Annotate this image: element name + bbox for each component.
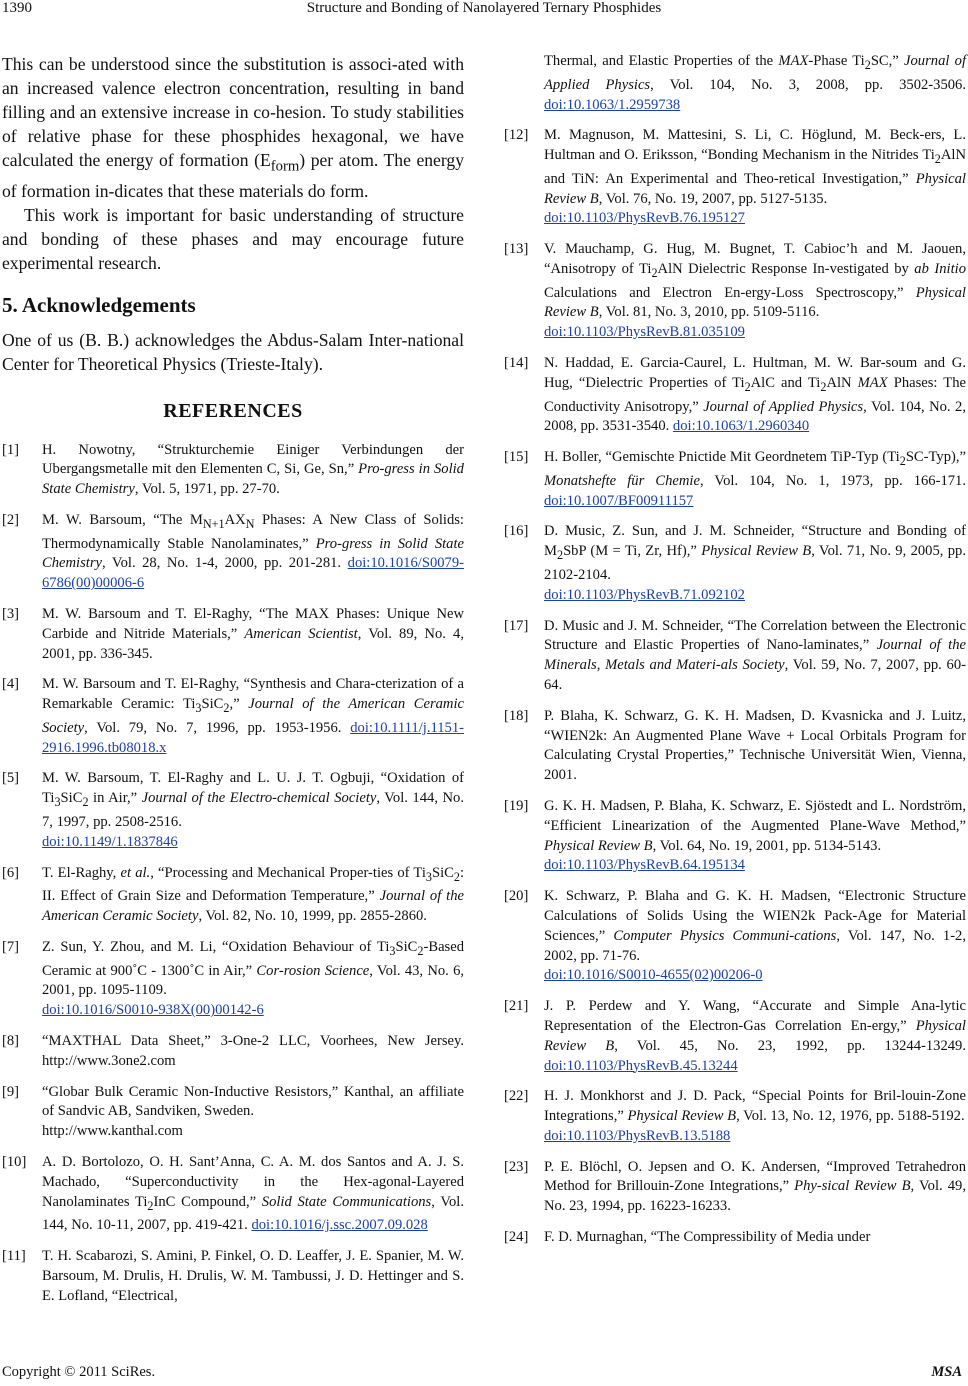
running-title: Structure and Bonding of Nanolayered Ternary Phosphides — [306, 0, 662, 16]
reference-text: D. Music, Z. Sun, and J. M. Schneider, “Structure and Bonding of $M_2SbP$ (M = Ti, Zr, Hf),” Physical Review B, Vol. 71, No. 9, 2005, pp. 2102-2104. doi:10.1103/PhysRevB.71.092102 — [544, 523, 966, 603]
reference-entry — [504, 1158, 966, 1217]
reference-text: “MAXTHAL Data Sheet,” 3-One-2 LLC, Voorhees, New Jersey. http://www.3one2.com — [42, 1032, 464, 1069]
left-column — [2, 52, 464, 1317]
page-number: 1390 — [2, 0, 32, 16]
reference-entry — [504, 1228, 966, 1248]
reference-number: [18] — [504, 707, 529, 724]
doi-link[interactable]: doi:10.1103/PhysRevB.76.195127 — [544, 210, 745, 227]
reference-text: K. Schwarz, P. Blaha and G. K. H. Madsen, “Electronic Structure Calculations of Solids Using the WIEN2k Pack-Age for Material Sciences,” Computer Physics Communi-cations, Vol. 147, No. 1-2, 2002, pp. 71-76. doi:10.1016/S0010-4655(02)00206-0 — [544, 888, 966, 984]
acknowledgements-text: One of us (B. B.) acknowledges the Abdus-Salam Inter-national Center for Theoretical Physics (Trieste-Italy). — [2, 329, 464, 374]
page-header — [0, 0, 968, 24]
reference-number: [16] — [504, 523, 529, 540]
reference-entry — [504, 797, 966, 876]
doi-link[interactable]: doi:10.1149/1.1837846 — [42, 833, 178, 850]
reference-text: J. P. Perdew and Y. Wang, “Accurate and Simple Ana-lytic Representation of the Electron-Gas Correlation En-ergy,” Physical Review B, Vol. 45, No. 23, 1992, pp. 13244-13249. doi:10.1103/PhysRevB.45.13244 — [544, 998, 967, 1074]
reference-text: P. Blaha, K. Schwarz, G. K. H. Madsen, D. Kvasnicka and J. Luitz, “WIEN2k: An Augmented Plane Wave + Local Orbitals Program for Calculating Crystal Properties,” Technische Universität Wien, Vienna, 2001. — [544, 707, 966, 784]
doi-link[interactable]: doi:10.1103/PhysRevB.45.13244 — [544, 1057, 738, 1074]
reference-entry — [2, 1153, 464, 1236]
reference-text: F. D. Murnaghan, “The Compressibility of Media under — [544, 1229, 871, 1246]
reference-list-right — [504, 52, 966, 1248]
reference-entry — [504, 52, 966, 115]
reference-number: [17] — [504, 617, 529, 634]
doi-link[interactable]: doi:10.1016/S0079-6786(00)00006-6 — [42, 555, 464, 592]
reference-number: [24] — [504, 1229, 529, 1246]
reference-list-left — [2, 441, 464, 1307]
reference-entry — [2, 441, 464, 500]
reference-number: [4] — [2, 676, 20, 693]
acknowledgements-heading: 5. Acknowledgements — [2, 292, 196, 317]
right-column — [504, 52, 966, 1259]
reference-entry — [2, 769, 464, 852]
reference-number: [12] — [504, 127, 529, 144]
reference-text: Z. Sun, Y. Zhou, and M. Li, “Oxidation Behaviour of $Ti_3SiC_2$-Based Ceramic at 900˚C - 1300˚C in Air,” Cor-rosion Science, Vol. 43, No. 6, 2001, pp. 1095-1109. doi:10.1016/S0010-938X(00)00142-6 — [42, 938, 465, 1019]
reference-text: H. Boller, “Gemischte Pnictide Mit Geordnetem TiP-Typ $(Ti_2SC-Typ)$,” Monatshefte für Chemie, Vol. 104, No. 1, 1973, pp. 166-171. doi:10.1007/BF00911157 — [544, 449, 966, 509]
reference-text: M. W. Barsoum, T. El-Raghy and L. U. J. T. Ogbuji, “Oxidation of $Ti_3SiC_2$ in Air,” Journal of the Electro-chemical Society, Vol. 144, No. 7, 1997, pp. 2508-2516. doi:10.1149/1.1837846 — [42, 770, 464, 850]
reference-entry — [2, 864, 464, 927]
reference-entry — [504, 1087, 966, 1146]
reference-entry — [2, 1032, 464, 1072]
doi-link[interactable]: doi:10.1103/PhysRevB.64.195134 — [544, 857, 745, 874]
reference-text: D. Music and J. M. Schneider, “The Correlation between the Electronic Structure and Elastic Properties of Nano-laminates,” Journal of the Minerals, Metals and Materi-als Society, Vol. 59, No. 7, 2007, pp. 60-64. — [544, 617, 966, 693]
doi-link[interactable]: doi:10.1111/j.1151-2916.1996.tb08018.x — [42, 719, 464, 756]
reference-text: H. Nowotny, “Strukturchemie Einiger Verbindungen der Ubergangsmetalle mit den Elementen C, Si, Ge, Sn,” Pro-gress in Solid State Chemistry, Vol. 5, 1971, pp. 27-70. — [42, 441, 464, 498]
reference-text: A. D. Bortolozo, O. H. Sant’Anna, C. A. M. dos Santos and A. J. S. Machado, “Superconductivity in the Hex-agonal-Layered Nanolaminates $Ti_2InC$ Compound,” Solid State Communications, Vol. 144, No. 10-11, 2007, pp. 419-421. doi:10.1016/j.ssc.2007.09.028 — [42, 1153, 464, 1234]
reference-entry — [504, 522, 966, 605]
reference-number: [5] — [2, 770, 20, 787]
reference-entry — [2, 938, 464, 1021]
reference-number: [7] — [2, 938, 20, 955]
doi-link[interactable]: doi:10.1103/PhysRevB.71.092102 — [544, 586, 745, 603]
reference-entry — [504, 887, 966, 986]
reference-number: [2] — [2, 511, 20, 528]
reference-text: M. W. Barsoum, “The $M_{N+1}AX_N$ Phases: A New Class of Solids: Thermodynamically Stable Nanolaminates,” Pro-gress in Solid State Chemistry, Vol. 28, No. 1-4, 2000, pp. 201-281. doi:10.1016/S0079-6786(00)00006-6 — [42, 511, 464, 592]
doi-link[interactable]: doi:10.1016/S0010-938X(00)00142-6 — [42, 1002, 264, 1019]
references-heading: REFERENCES — [163, 399, 303, 422]
doi-link[interactable]: doi:10.1016/j.ssc.2007.09.028 — [251, 1217, 428, 1234]
reference-number: [13] — [504, 241, 529, 258]
reference-number: [6] — [2, 864, 20, 881]
reference-entry — [504, 354, 966, 437]
reference-entry — [504, 707, 966, 786]
reference-text: M. Magnuson, M. Mattesini, S. Li, C. Höglund, M. Beck-ers, L. Hultman and O. Eriksson, “Bonding Mechanism in the Nitrides $Ti_2AlN$ and TiN: An Experimental and Theo-retical Investigation,” Physical Review B, Vol. 76, No. 19, 2007, pp. 5127-5135. doi:10.1103/PhysRevB.76.195127 — [544, 127, 966, 227]
reference-text: V. Mauchamp, G. Hug, M. Bugnet, T. Cabioc’h and M. Jaouen, “Anisotropy of $Ti_2AlN$ Dielectric Response In-vestigated by ab Initio Calculations and Electron En-ergy-Loss Spectroscopy,” Physical Review B, Vol. 81, No. 3, 2010, pp. 5109-5116. doi:10.1103/PhysRevB.81.035109 — [544, 241, 966, 341]
reference-number: [14] — [504, 355, 529, 372]
doi-link[interactable]: doi:10.1007/BF00911157 — [544, 492, 694, 509]
doi-link[interactable]: doi:10.1063/1.2960340 — [672, 418, 810, 435]
doi-link[interactable]: doi:10.1103/PhysRevB.13.5188 — [544, 1127, 731, 1144]
reference-number: [10] — [2, 1153, 27, 1170]
reference-text: M. W. Barsoum and T. El-Raghy, “The MAX Phases: Unique New Carbide and Nitride Materials,” American Scientist, Vol. 89, No. 4, 2001, pp. 336-345. — [42, 606, 465, 662]
reference-text: T. El-Raghy, et al., “Processing and Mechanical Proper-ties of $Ti_3SiC_2$: II. Effect of Grain Size and Deformation Temperature,” Journal of the American Ceramic Society, Vol. 82, No. 10, 1999, pp. 2855-2860. — [42, 864, 464, 925]
reference-number: [3] — [2, 606, 20, 622]
body-paragraph-2: This work is important for basic understanding of structure and bonding of these phases and may encourage future experimental research. — [2, 204, 464, 273]
reference-entry — [504, 126, 966, 229]
reference-entry — [504, 240, 966, 343]
reference-number: [19] — [504, 797, 529, 814]
reference-entry — [2, 605, 464, 664]
doi-link[interactable]: doi:10.1016/S0010-4655(02)00206-0 — [544, 967, 763, 984]
reference-number: [23] — [504, 1158, 529, 1175]
reference-entry — [2, 1083, 464, 1142]
reference-entry — [504, 617, 966, 696]
reference-text: N. Haddad, E. Garcia-Caurel, L. Hultman, M. W. Bar-soum and G. Hug, “Dielectric Properties of $Ti_2AlC$ and $Ti_2AlN$ MAX Phases: The Conductivity Anisotropy,” Journal of Applied Physics, Vol. 104, No. 2, 2008, pp. 3531-3540. doi:10.1063/1.2960340 — [544, 355, 966, 435]
reference-number: [20] — [504, 888, 529, 905]
reference-number: [11] — [2, 1248, 26, 1265]
reference-text: M. W. Barsoum and T. El-Raghy, “Synthesis and Chara-cterization of a Remarkable Ceramic: $Ti_3SiC_2$,” Journal of the American Ceramic Society, Vol. 79, No. 7, 1996, pp. 1953-1956. doi:10.1111/j.1151-2916.1996.tb08018.x — [42, 676, 465, 756]
reference-number: [1] — [2, 441, 20, 458]
copyright-notice: Copyright © 2011 SciRes. — [2, 1364, 156, 1380]
reference-number: [9] — [2, 1083, 20, 1100]
body-paragraph-1: This can be understood since the substitution is associ-ated with an increased valence electron concentration, resulting in band filling and an extensive increase in co-hesion. To study stabilities of relative phase for these phosphides hexagonal, we have calculated the energy of formation $(E_{form})$ per atom. The energy of formation in-dicates that these materials do form. — [2, 54, 464, 201]
reference-text: P. E. Blöchl, O. Jepsen and O. K. Andersen, “Improved Tetrahedron Method for Brillouin-Zone Integrations,” Phy-sical Review B, Vol. 49, No. 23, 1994, pp. 16223-16233. — [544, 1158, 966, 1215]
reference-text: H. J. Monkhorst and J. D. Pack, “Special Points for Bril-louin-Zone Integrations,” Physical Review B, Vol. 13, No. 12, 1976, pp. 5188-5192. doi:10.1103/PhysRevB.13.5188 — [544, 1088, 966, 1144]
doi-link[interactable]: doi:10.1063/1.2959738 — [544, 96, 681, 113]
reference-entry — [2, 675, 464, 758]
reference-text: T. H. Scabarozi, S. Amini, P. Finkel, O. D. Leaffer, J. E. Spanier, M. W. Barsoum, M. Drulis, H. Drulis, W. M. Tambussi, J. D. Hettinger and S. E. Lofland, “Electrical, — [42, 1248, 464, 1304]
reference-entry — [2, 511, 464, 594]
journal-abbrev: MSA — [931, 1364, 962, 1380]
reference-number: [21] — [504, 998, 529, 1015]
doi-link[interactable]: doi:10.1103/PhysRevB.81.035109 — [544, 324, 745, 341]
reference-text: G. K. H. Madsen, P. Blaha, K. Schwarz, E. Sjöstedt and L. Nordström, “Efficient Linearization of the Augmented Plane-Wave Method,” Physical Review B, Vol. 64, No. 19, 2001, pp. 5134-5143. doi:10.1103/PhysRevB.64.195134 — [544, 797, 966, 874]
reference-number: [22] — [504, 1088, 529, 1105]
reference-entry — [2, 1247, 464, 1306]
reference-text: “Globar Bulk Ceramic Non-Inductive Resistors,” Kanthal, an affiliate of Sandvic AB, Sandviken, Sweden. http://www.kanthal.com — [42, 1083, 464, 1140]
reference-entry — [504, 997, 966, 1076]
reference-entry — [504, 448, 966, 511]
reference-text: Thermal, and Elastic Properties of the MAX-Phase $Ti_2SC$,” Journal of Applied Physics, Vol. 104, No. 3, 2008, pp. 3502-3506. doi:10.1063/1.2959738 — [544, 53, 967, 113]
reference-number: [8] — [2, 1032, 20, 1049]
reference-number: [15] — [504, 449, 529, 466]
